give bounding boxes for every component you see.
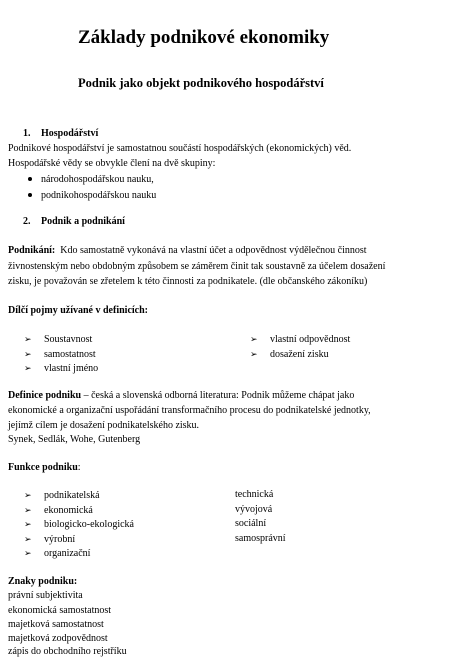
section2-number: 2. bbox=[23, 216, 31, 227]
definition-line2: ekonomické a organizační uspořádání transformačního procesu do podnikatelské jednotky, bbox=[8, 405, 371, 416]
list-item: samosprávní bbox=[235, 533, 286, 544]
list-item bbox=[24, 489, 100, 502]
list-item-text: podnikatelská bbox=[44, 490, 100, 501]
arrow-bullet-icon: ➢ bbox=[24, 519, 32, 529]
list-item-text: organizační bbox=[44, 548, 91, 559]
list-item: majetková samostatnost bbox=[8, 619, 104, 630]
concepts-heading: Dílčí pojmy užívané v definicích: bbox=[8, 305, 148, 316]
list-item-text: Soustavnost bbox=[44, 334, 93, 345]
definition-text: – česká a slovenská odborná literatura: Podnik můžeme chápat jako bbox=[81, 390, 355, 401]
list-item-text: národohospodářskou nauku, bbox=[41, 174, 154, 185]
section1-heading: Hospodářství bbox=[41, 128, 99, 139]
list-item-text: samostatnost bbox=[44, 349, 96, 360]
list-item bbox=[250, 348, 329, 361]
list-item bbox=[24, 518, 134, 531]
section1-line1: Podnikové hospodářství je samostatnou součástí hospodářských (ekonomických) věd. bbox=[8, 143, 352, 154]
section1-line2: Hospodářské vědy se obvykle člení na dvě skupiny: bbox=[8, 158, 216, 169]
signs-heading: Znaky podniku: bbox=[8, 576, 78, 587]
podnikani-definition-line1 bbox=[8, 245, 367, 257]
arrow-bullet-icon: ➢ bbox=[24, 490, 32, 500]
list-item bbox=[24, 333, 92, 346]
podnikani-text: Kdo samostatně vykonává na vlastní účet a odpovědnost výdělečnou činnost bbox=[60, 245, 367, 256]
list-item: ekonomická samostatnost bbox=[8, 605, 112, 616]
arrow-bullet-icon: ➢ bbox=[24, 534, 32, 544]
list-item-text: vlastní jméno bbox=[44, 363, 99, 374]
definition-line3: jejímž cílem je dosažení podnikatelského zisku. bbox=[8, 420, 200, 431]
definition-authors: Synek, Sedlák, Wohe, Gutenberg bbox=[8, 434, 141, 445]
list-item bbox=[28, 190, 156, 202]
list-item bbox=[24, 348, 96, 361]
list-item: technická bbox=[235, 489, 274, 500]
list-item: právní subjektivita bbox=[8, 590, 83, 601]
section2-heading: Podnik a podnikání bbox=[41, 216, 125, 227]
definition-line1 bbox=[8, 390, 354, 402]
podnikani-definition-line2: živnostenským nebo obdobným způsobem se záměrem činit tak soustavně za účelem dosažení bbox=[8, 261, 386, 272]
list-item bbox=[28, 174, 154, 186]
list-item-text: výrobní bbox=[44, 534, 76, 545]
list-item: majetková zodpovědnost bbox=[8, 633, 108, 644]
page-subtitle: Podnik jako objekt podnikového hospodářství bbox=[78, 76, 324, 90]
list-item bbox=[250, 333, 350, 346]
bullet-dot-icon bbox=[28, 193, 32, 197]
list-item-text: dosažení zisku bbox=[270, 349, 329, 360]
arrow-bullet-icon: ➢ bbox=[24, 505, 32, 515]
podnikani-definition-line3: zisku, je považován se zřetelem k této činnosti za podnikatele. (dle občanského zákoníku) bbox=[8, 276, 368, 287]
list-item-text: ekonomická bbox=[44, 505, 93, 516]
list-item bbox=[24, 533, 75, 546]
functions-heading-colon: : bbox=[77, 462, 81, 473]
list-item-text: biologicko-ekologická bbox=[44, 519, 134, 530]
arrow-bullet-icon: ➢ bbox=[24, 349, 32, 359]
definition-term: Definice podniku bbox=[8, 390, 82, 401]
list-item bbox=[24, 504, 93, 517]
arrow-bullet-icon: ➢ bbox=[24, 548, 32, 558]
list-item bbox=[24, 362, 98, 375]
list-item bbox=[24, 547, 90, 560]
functions-heading-text: Funkce podniku bbox=[8, 462, 78, 473]
arrow-bullet-icon: ➢ bbox=[250, 349, 258, 359]
podnikani-term: Podnikání: bbox=[8, 245, 56, 256]
list-item: zápis do obchodního rejstříku bbox=[8, 646, 127, 657]
arrow-bullet-icon: ➢ bbox=[24, 363, 32, 373]
list-item: vývojová bbox=[235, 504, 273, 515]
arrow-bullet-icon: ➢ bbox=[250, 334, 258, 344]
section1-number: 1. bbox=[23, 128, 31, 139]
bullet-dot-icon bbox=[28, 177, 32, 181]
page-title: Základy podnikové ekonomiky bbox=[78, 27, 330, 48]
arrow-bullet-icon: ➢ bbox=[24, 334, 32, 344]
list-item-text: vlastní odpovědnost bbox=[270, 334, 351, 345]
functions-heading bbox=[8, 462, 81, 474]
list-item: sociální bbox=[235, 518, 267, 529]
list-item-text: podnikohospodářskou nauku bbox=[41, 190, 157, 201]
